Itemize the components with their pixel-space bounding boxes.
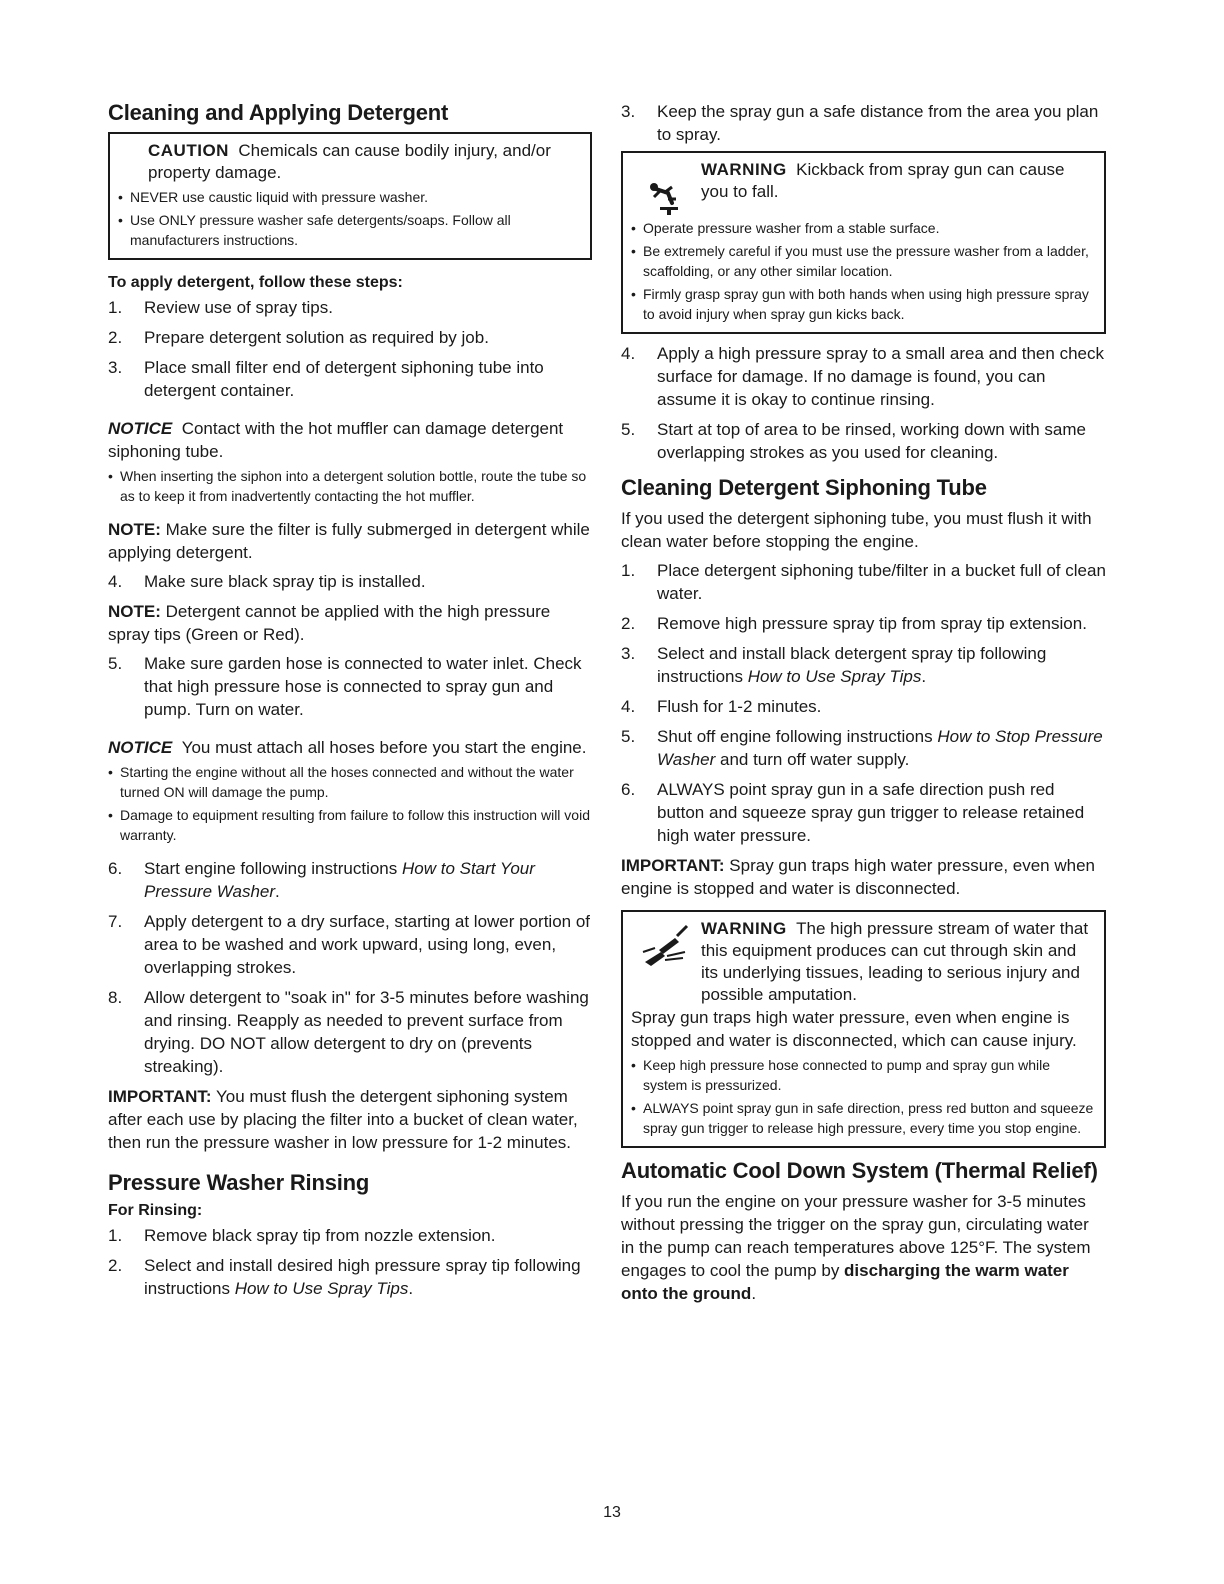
step-number: 4. [621,697,636,716]
step-number: 2. [108,1256,123,1275]
step-text: Prepare detergent solution as required by job. [144,328,489,347]
cross-reference: How to Use Spray Tips [234,1279,409,1298]
step-number: 7. [108,912,123,931]
left-column [108,100,592,1307]
step-text: Flush for 1-2 minutes. [657,697,822,716]
step-number: 1. [108,298,123,317]
step-text-end: and turn off water supply. [715,750,910,769]
step-text: Allow detergent to "soak in" for 3-5 minutes before washing and rinsing. Reapply as needed to prevent surface from drying. DO NOT allow detergent to dry on (prevents streaking). [144,988,589,1076]
notice-muffler: NOTICE Contact with the hot muffler can damage detergent siphoning tube. • When inserting the siphon into a detergent solution bottle, route the tube so as to keep it from inadvertently contacting the hot muffler. [108,417,592,506]
rinse-heading: For Rinsing: [108,1202,203,1219]
step-text: Select and install desired high pressure spray tip following instructions [144,1256,581,1298]
note-label: NOTE: [108,520,161,539]
cooldown-text: If you run the engine on your pressure washer for 3-5 minutes without pressing the trigger on the spray gun, circulating water in the pump can reach temperatures above 125°F. The system engages to cool the pump by [621,1192,1091,1280]
siphon-intro: If you used the detergent siphoning tube, you must flush it with clean water before stopping the engine. [621,509,1092,551]
step-number: 5. [621,420,636,439]
step-text-end: . [408,1279,414,1298]
caution-text: Chemicals can cause bodily injury, and/or property damage. [148,141,551,182]
important-label: IMPORTANT: [621,856,725,875]
step-number: 3. [108,358,123,377]
step-number: 1. [621,561,636,580]
step-text: Select and install black detergent spray tip following instructions [657,644,1047,686]
warning-body: Spray gun traps high water pressure, even when engine is stopped and water is disconnected, which can cause injury. [631,1008,1077,1050]
warning-box-kickback: WARNING Kickback from spray gun can cause you to fall. • Operate pressure washer from a stable surface. • Be extremely careful if you must use the pressure washer from a ladder, scaffolding, or any other similar location. • Firmly grasp spray gun with both hands when using high pressure spray to avoid injury when spray gun kicks back. [621,151,1106,334]
section-heading-rinsing: Pressure Washer Rinsing [108,1170,370,1195]
warning-text: The high pressure stream of water that this equipment produces can cut through skin and its underlying tissues, leading to serious injury and possible amputation. [701,919,1089,1004]
warning-bullet: Operate pressure washer from a stable surface. [643,220,940,236]
warning-bullet: Firmly grasp spray gun with both hands when using high pressure spray to avoid injury when spray gun kicks back. [643,286,1089,322]
step-number: 6. [108,859,123,878]
caution-box: CAUTION Chemicals can cause bodily injury, and/or property damage. • NEVER use caustic liquid with pressure washer. • Use ONLY pressure washer safe detergents/soaps. Follow all manufacturers instructions. [108,132,592,260]
step-text: Make sure garden hose is connected to water inlet. Check that high pressure hose is connected to spray gun and pump. Turn on water. [144,654,582,719]
step-number: 3. [621,102,636,121]
section-heading-cooldown: Automatic Cool Down System (Thermal Relief) [621,1158,1098,1183]
step-text: Start engine following instructions [144,859,402,878]
warning-bullet: ALWAYS point spray gun in safe direction, press red button and squeeze spray gun trigger to release high pressure, every time you stop engine. [643,1100,1094,1136]
caution-bullet: NEVER use caustic liquid with pressure washer. [130,189,429,205]
step-number: 5. [621,727,636,746]
right-column [621,100,1106,1305]
step-text: Start at top of area to be rinsed, working down with same overlapping strokes as you used for cleaning. [657,420,1087,462]
notice-text: Contact with the hot muffler can damage detergent siphoning tube. [108,419,564,461]
step-text: Apply detergent to a dry surface, starting at lower portion of area to be washed and work upward, using long, even, overlapping strokes. [144,912,591,977]
step-number: 1. [108,1226,123,1245]
step-number: 6. [621,780,636,799]
cooldown-paragraph [621,1190,1106,1305]
apply-heading: To apply detergent, follow these steps: [108,274,403,291]
step-text: Shut off engine following instructions [657,727,938,746]
warning-bullet: Keep high pressure hose connected to pump and spray gun while system is pressurized. [643,1057,1051,1093]
caution-bullet: Use ONLY pressure washer safe detergents/soaps. Follow all manufacturers instructions. [130,212,511,248]
step-text: Apply a high pressure spray to a small area and then check surface for damage. If no damage is found, you can assume it is okay to continue rinsing. [657,344,1104,409]
note-text: Detergent cannot be applied with the high pressure spray tips (Green or Red). [108,602,551,644]
cooldown-end: . [751,1284,757,1303]
notice-label: NOTICE [108,419,173,438]
notice-bullet: Damage to equipment resulting from failure to follow this instruction will void warranty. [120,807,590,843]
cross-reference: How to Start Your Pressure Washer [144,859,535,901]
step-number: 4. [108,572,123,591]
notice-hoses: NOTICE You must attach all hoses before you start the engine. • Starting the engine without all the hoses connected and without the water turned ON will damage the pump. • Damage to equipment resulting from failure to follow this instruction will void warranty. [108,738,590,843]
step-text: Remove black spray tip from nozzle extension. [144,1226,496,1245]
step-number: 5. [108,654,123,673]
section-heading-siphon: Cleaning Detergent Siphoning Tube [621,475,987,500]
important-label: IMPORTANT: [108,1087,212,1106]
step-number: 8. [108,988,123,1007]
notice-text: You must attach all hoses before you start the engine. [181,738,587,757]
warning-box-injection: WARNING The high pressure stream of water that this equipment produces can cut through skin and its underlying tissues, leading to serious injury and possible amputation. Spray gun traps high water pressure, even when engine is stopped and water is disconnected, which can cause injury. • Keep high pressure hose connected to pump and spray gun while system is pressurized. • ALWAYS point spray gun in safe direction, press red button and squeeze spray gun trigger to release high pressure, every time you stop engine. [621,910,1106,1148]
notice-bullet: When inserting the siphon into a detergent solution bottle, route the tube so as to keep it from inadvertently contacting the hot muffler. [120,468,587,504]
notice-label: NOTICE [108,738,173,757]
step-number: 4. [621,344,636,363]
section-heading-cleaning: Cleaning and Applying Detergent [108,100,449,125]
step-text: ALWAYS point spray gun in a safe direction push red button and squeeze spray gun trigger to release retained high water pressure. [657,780,1085,845]
step-number: 3. [621,644,636,663]
warning-text: Kickback from spray gun can cause you to fall. [701,160,1065,201]
step-text-end: . [921,667,927,686]
note-label: NOTE: [108,602,161,621]
fall-hazard-icon [631,159,701,215]
important-text: You must flush the detergent siphoning system after each use by placing the filter into a bucket of clean water, then run the pressure washer in low pressure for 1-2 minutes. [108,1087,578,1152]
note-text: Make sure the filter is fully submerged in detergent while applying detergent. [108,520,590,562]
page-number: 13 [603,1504,621,1521]
step-number: 2. [621,614,636,633]
notice-bullet: Starting the engine without all the hoses connected and without the water turned ON will damage the pump. [120,764,574,800]
step-text: Keep the spray gun a safe distance from the area you plan to spray. [657,102,1099,144]
step-text: Remove high pressure spray tip from spray tip extension. [657,614,1087,633]
cooldown-bold: discharging the warm water onto the ground [621,1261,1069,1303]
caution-label: CAUTION [148,141,229,160]
cross-reference: How to Use Spray Tips [747,667,922,686]
cross-reference: How to Stop Pressure Washer [657,727,1103,769]
warning-label: WARNING [701,919,787,938]
important-text: Spray gun traps high water pressure, even when engine is stopped and water is disconnected. [621,856,1096,898]
step-text-end: . [275,882,280,901]
warning-bullet: Be extremely careful if you must use the pressure washer from a ladder, scaffolding, or any other similar location. [643,243,1089,279]
step-text: Place small filter end of detergent siphoning tube into detergent container. [144,358,544,400]
step-text: Review use of spray tips. [144,298,333,317]
step-text: Make sure black spray tip is installed. [144,572,426,591]
warning-label: WARNING [701,160,787,179]
step-number: 2. [108,328,123,347]
step-text: Place detergent siphoning tube/filter in a bucket full of clean water. [657,561,1106,603]
injection-hazard-icon [631,918,701,1006]
